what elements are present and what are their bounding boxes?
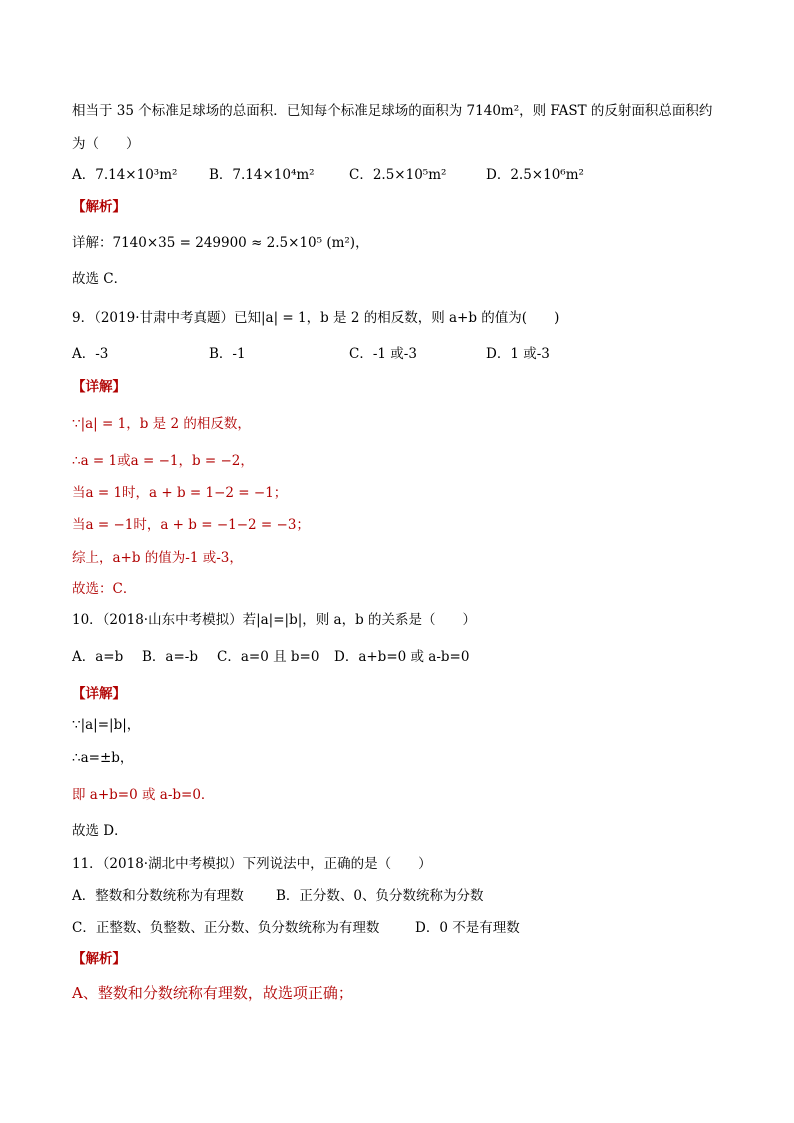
q10-option-a: A．a=b	[72, 649, 124, 665]
q10-answer: 故选 D．	[72, 823, 128, 839]
q8-stem-line-1: 相当于 35 个标准足球场的总面积．已知每个标准足球场的面积为 7140m²，则 FAST 的反射面积总面积约	[72, 103, 713, 119]
q8-option-d: D．2.5×10⁶m²	[486, 167, 584, 183]
q9-options	[72, 345, 722, 363]
q11-options-row-2	[72, 919, 722, 937]
q8-option-b: B．7.14×10⁴m²	[209, 167, 315, 183]
q11-option-d: D．0 不是有理数	[415, 920, 520, 936]
q9-step-2: ∴a = 1或a = −1，b = −2，	[72, 453, 254, 469]
q10-options	[72, 648, 722, 666]
q10-step-1: ∵|a|=|b|，	[72, 717, 141, 733]
q11-step-1: A、整数和分数统称有理数，故选项正确；	[72, 984, 353, 1002]
q11-stem: 11．（2018·湖北中考模拟）下列说法中，正确的是（ ）	[72, 856, 432, 872]
q8-stem-line-2: 为（ ）	[72, 136, 140, 152]
q9-option-b: B．-1	[209, 346, 246, 362]
q9-option-d: D．1 或-3	[486, 346, 550, 362]
q9-step-1: ∵|a| = 1，b 是 2 的相反数，	[72, 416, 251, 432]
q9-detail-header: 【详解】	[72, 379, 126, 395]
q9-stem: 9．（2019·甘肃中考真题）已知|a| = 1，b 是 2 的相反数，则 a+b 的值为( )	[72, 310, 560, 326]
q11-analysis-header: 【解析】	[72, 951, 126, 967]
q11-options-row-1	[72, 887, 722, 905]
q10-stem: 10．（2018·山东中考模拟）若|a|=|b|，则 a，b 的关系是（ ）	[72, 612, 477, 628]
q9-step-3: 当a = 1时，a + b = 1−2 = −1；	[72, 485, 288, 501]
q10-option-b: B．a=-b	[142, 649, 198, 665]
q9-answer: 故选：C．	[72, 581, 137, 597]
q8-analysis-header: 【解析】	[72, 199, 126, 215]
q8-answer: 故选 C．	[72, 271, 128, 287]
q11-option-c: C．正整数、负整数、正分数、负分数统称为有理数	[72, 920, 380, 936]
q10-option-d: D．a+b=0 或 a-b=0	[334, 649, 470, 665]
q9-step-5: 综上，a+b 的值为-1 或-3，	[72, 550, 243, 566]
q8-detail: 详解：7140×35 = 249900 ≈ 2.5×10⁵ (m²)，	[72, 235, 369, 251]
q9-option-c: C．-1 或-3	[349, 346, 417, 362]
q10-option-c: C．a=0 且 b=0	[217, 649, 320, 665]
q10-detail-header: 【详解】	[72, 686, 126, 702]
q8-option-c: C．2.5×10⁵m²	[349, 167, 447, 183]
q8-options	[72, 166, 722, 184]
q11-option-a: A．整数和分数统称为有理数	[72, 888, 244, 904]
q9-option-a: A．-3	[72, 346, 109, 362]
q10-step-2: ∴a=±b，	[72, 750, 134, 766]
q8-option-a: A．7.14×10³m²	[72, 167, 178, 183]
q11-option-b: B．正分数、0、负分数统称为分数	[276, 888, 484, 904]
q9-step-4: 当a = −1时，a + b = −1−2 = −3；	[72, 517, 310, 533]
q10-step-3: 即 a+b=0 或 a-b=0．	[72, 787, 215, 803]
